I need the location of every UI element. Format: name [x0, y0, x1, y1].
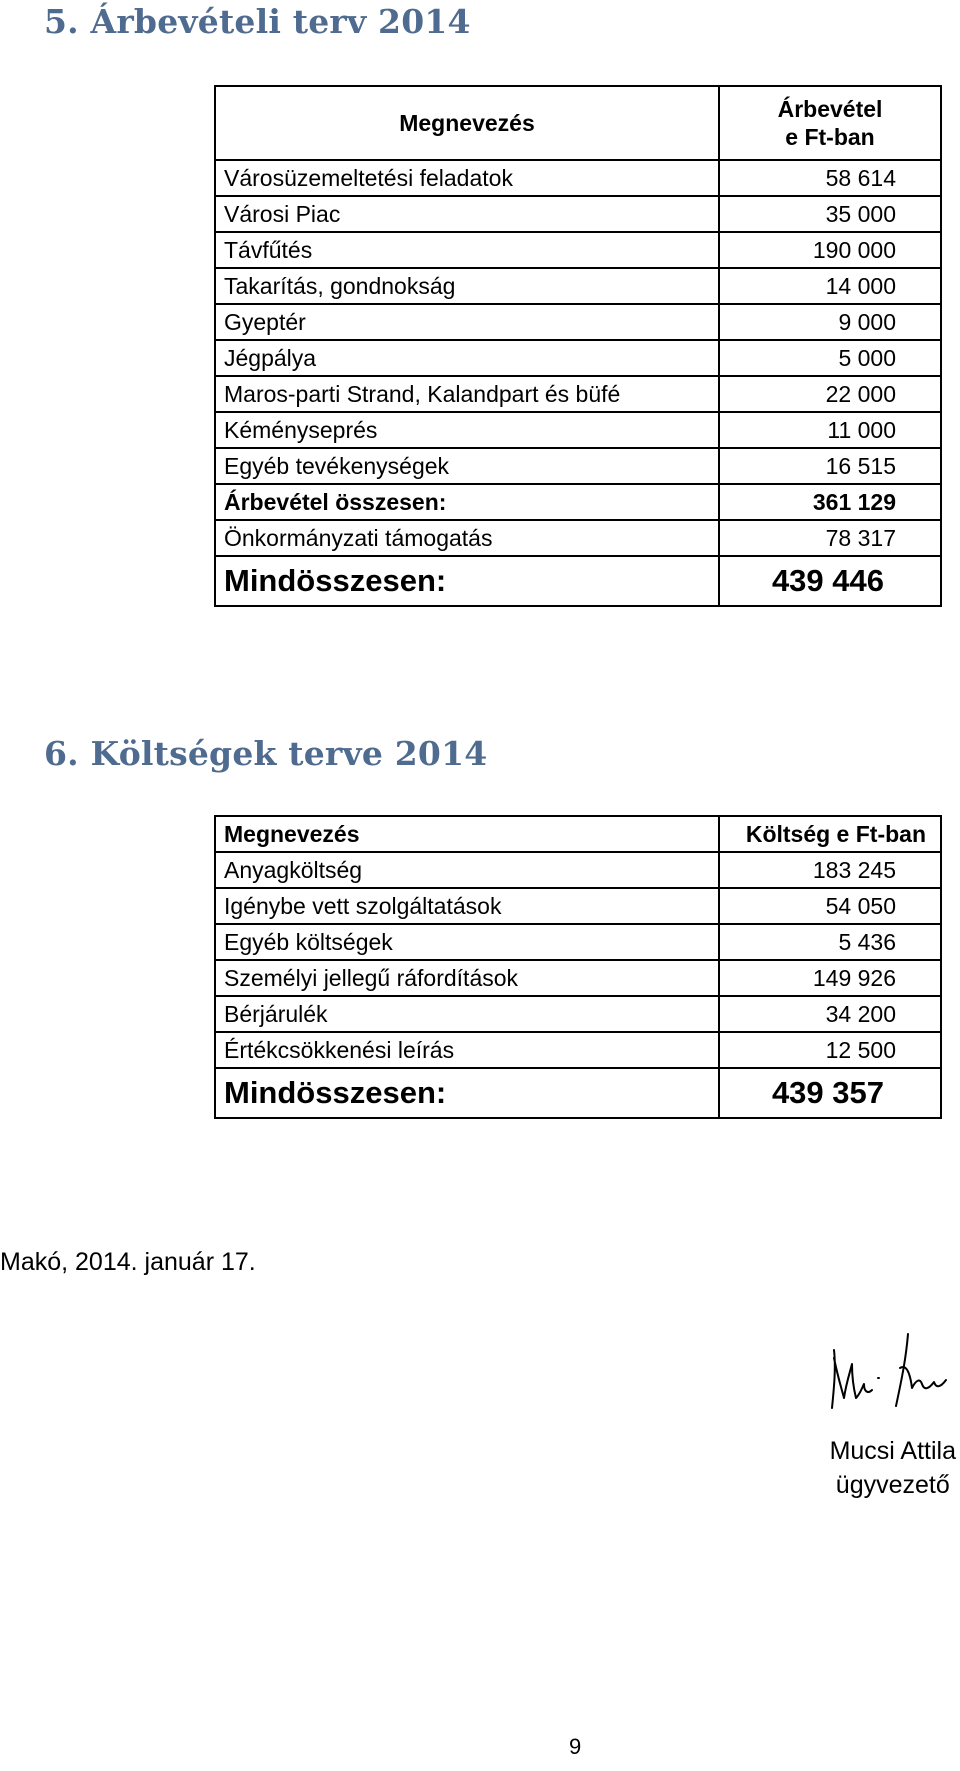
table-row	[215, 196, 941, 232]
row-value: 58 614	[719, 160, 941, 196]
table-row	[215, 412, 941, 448]
column-header-name: Megnevezés	[215, 816, 719, 852]
grand-total-row	[215, 1068, 941, 1118]
grand-total-value: 439 446	[719, 556, 941, 606]
row-name: Anyagköltség	[215, 852, 719, 888]
row-name: Kéményseprés	[215, 412, 719, 448]
row-value: 5 436	[719, 924, 941, 960]
table-row	[215, 448, 941, 484]
row-value: 22 000	[719, 376, 941, 412]
table-row	[215, 924, 941, 960]
table-row	[215, 304, 941, 340]
row-name: Gyeptér	[215, 304, 719, 340]
grand-total-label: Mindösszesen:	[215, 1068, 719, 1118]
row-name: Távfűtés	[215, 232, 719, 268]
row-value: 16 515	[719, 448, 941, 484]
costs-table	[214, 815, 942, 1119]
table-row	[215, 1032, 941, 1068]
revenue-table	[214, 85, 942, 607]
support-label: Önkormányzati támogatás	[215, 520, 719, 556]
row-value: 5 000	[719, 340, 941, 376]
row-name: Igénybe vett szolgáltatások	[215, 888, 719, 924]
row-name: Városüzemeltetési feladatok	[215, 160, 719, 196]
row-value: 14 000	[719, 268, 941, 304]
table-row	[215, 160, 941, 196]
grand-total-label: Mindösszesen:	[215, 556, 719, 606]
revenue-heading: 5. Árbevételi terv 2014	[44, 2, 471, 41]
support-row	[215, 520, 941, 556]
place-and-date: Makó, 2014. január 17.	[0, 1248, 256, 1276]
table-header-row	[215, 816, 941, 852]
signer-name: Mucsi Attila	[829, 1437, 956, 1465]
table-row	[215, 852, 941, 888]
row-value: 35 000	[719, 196, 941, 232]
column-header-value-line1: Árbevétel	[777, 96, 883, 122]
row-name: Bérjárulék	[215, 996, 719, 1032]
table-row	[215, 268, 941, 304]
row-name: Városi Piac	[215, 196, 719, 232]
row-value: 9 000	[719, 304, 941, 340]
row-value: 183 245	[719, 852, 941, 888]
row-value: 54 050	[719, 888, 941, 924]
support-value: 78 317	[719, 520, 941, 556]
row-name: Személyi jellegű ráfordítások	[215, 960, 719, 996]
signer-block	[830, 1434, 956, 1502]
table-row	[215, 340, 941, 376]
subtotal-value: 361 129	[719, 484, 941, 520]
subtotal-label: Árbevétel összesen:	[215, 484, 719, 520]
subtotal-row	[215, 484, 941, 520]
row-name: Értékcsökkenési leírás	[215, 1032, 719, 1068]
row-value: 149 926	[719, 960, 941, 996]
table-row	[215, 960, 941, 996]
table-header-row	[215, 86, 941, 160]
column-header-value: Költség e Ft-ban	[719, 816, 941, 852]
row-value: 12 500	[719, 1032, 941, 1068]
row-value: 11 000	[719, 412, 941, 448]
signer-title: ügyvezető	[835, 1471, 950, 1499]
table-row	[215, 996, 941, 1032]
grand-total-row	[215, 556, 941, 606]
page-number: 9	[569, 1734, 582, 1759]
column-header-name: Megnevezés	[215, 86, 719, 160]
row-name: Maros-parti Strand, Kalandpart és büfé	[215, 376, 719, 412]
grand-total-value: 439 357	[719, 1068, 941, 1118]
column-header-value-line2: e Ft-ban	[785, 124, 875, 150]
table-row	[215, 232, 941, 268]
row-value: 190 000	[719, 232, 941, 268]
row-name: Egyéb költségek	[215, 924, 719, 960]
row-name: Jégpálya	[215, 340, 719, 376]
row-name: Egyéb tevékenységek	[215, 448, 719, 484]
row-value: 34 200	[719, 996, 941, 1032]
costs-heading: 6. Költségek terve 2014	[44, 734, 488, 773]
table-row	[215, 376, 941, 412]
table-row	[215, 888, 941, 924]
column-header-value	[719, 86, 941, 160]
signature-image	[822, 1328, 952, 1418]
row-name: Takarítás, gondnokság	[215, 268, 719, 304]
